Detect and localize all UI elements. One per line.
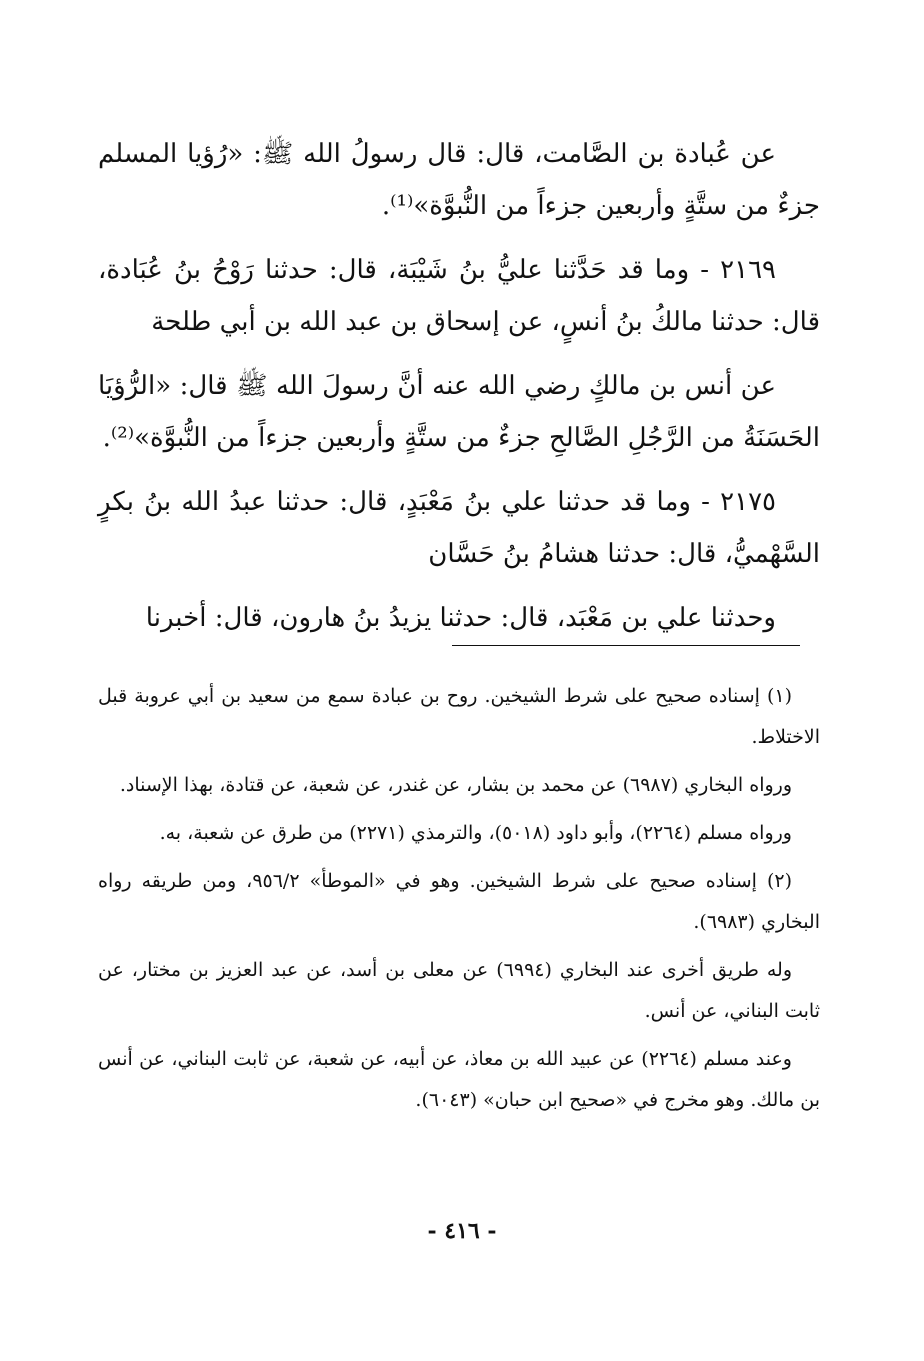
footnote-divider	[452, 645, 800, 646]
footnote-2-muslim: وعند مسلم (٢٢٦٤) عن عبيد الله بن معاذ، عن أبيه، عن شعبة، عن ثابت البناني، عن أنس بن مالك. وهو مخرج في «صحيح ابن حبان» (٦٠٤٣).	[98, 1048, 820, 1111]
hadith-2169-isnad: ٢١٦٩ - وما قد حَدَّثنا عليُّ بنُ شَيْبَة، قال: حدثنا رَوْحُ بنُ عُبَادة، قال: حدثنا مالكُ بنُ أنسٍ، عن إسحاق بن عبد الله بن أبي طلحة	[98, 255, 820, 337]
footnotes	[98, 676, 820, 1128]
footnote-2-other-route: وله طريق أخرى عند البخاري (٦٩٩٤) عن معلى بن أسد، عن عبد العزيز بن مختار، عن ثابت البناني، عن أنس.	[98, 959, 820, 1022]
main-paragraph-1: عن عُبادة بن الصَّامت، قال: قال رسولُ الله ﷺ: «رُؤيا المسلم جزءٌ من ستَّةٍ وأربعين جزءاً من النُّبوَّة»⁽¹⁾.	[98, 139, 820, 221]
main-paragraph-5: وحدثنا علي بن مَعْبَد، قال: حدثنا يزيدُ بنُ هارون، قال: أخبرنا	[145, 603, 776, 633]
footnote-1-bukhari: ورواه البخاري (٦٩٨٧) عن محمد بن بشار، عن غندر، عن شعبة، عن قتادة، بهذا الإسناد.	[119, 774, 792, 796]
footnote-2: (٢) إسناده صحيح على شرط الشيخين. وهو في «الموطأ» ٩٥٦/٢، ومن طريقه رواه البخاري (٦٩٨٣).	[98, 870, 820, 933]
page-number: - ٤١٦ -	[427, 1218, 497, 1244]
footnote-1: (١) إسناده صحيح على شرط الشيخين. روح بن عبادة سمع من سعيد بن أبي عروبة قبل الاختلاط.	[98, 685, 820, 748]
main-paragraph-3: عن أنس بن مالكٍ رضي الله عنه أنَّ رسولَ الله ﷺ قال: «الرُّؤيَا الحَسَنَةُ من الرَّجُلِ الصَّالحِ جزءٌ من ستَّةٍ وأربعين جزءاً من النُّبوَّة»⁽²⁾.	[98, 371, 820, 453]
hadith-2175-isnad: ٢١٧٥ - وما قد حدثنا علي بنُ مَعْبَدٍ، قال: حدثنا عبدُ الله بنُ بكرٍ السَّهْميُّ، قال: حدثنا هشامُ بنُ حَسَّان	[98, 487, 820, 569]
footnote-1-muslim: ورواه مسلم (٢٢٦٤)، وأبو داود (٥٠١٨)، والترمذي (٢٢٧١) من طرق عن شعبة، به.	[159, 822, 792, 844]
main-text	[98, 128, 820, 656]
